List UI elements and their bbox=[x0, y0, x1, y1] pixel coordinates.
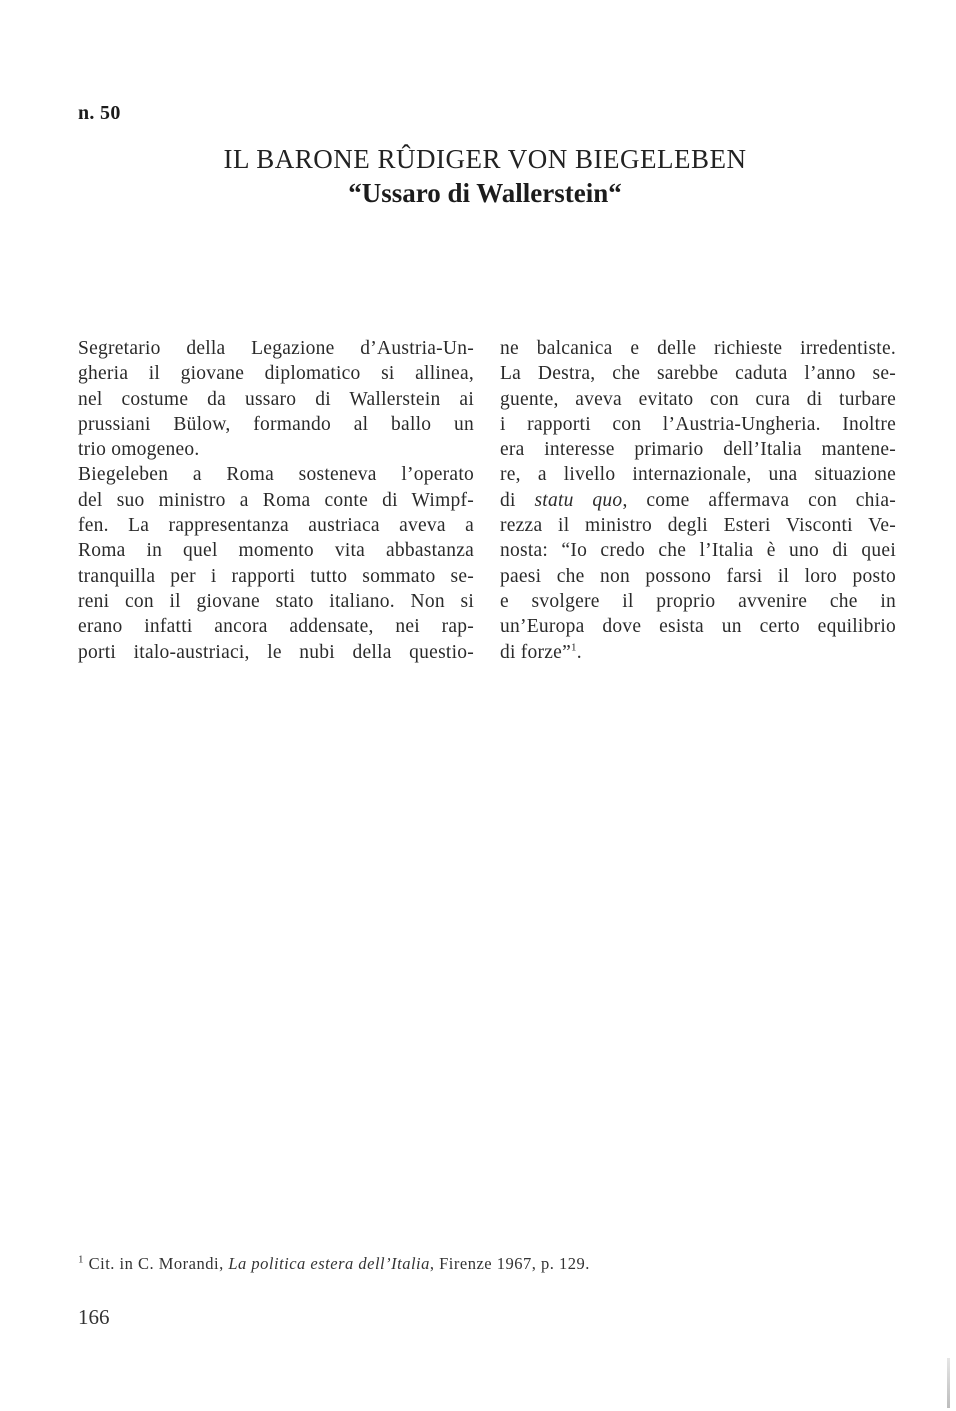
text-line: re, a livello internazionale, una situazione bbox=[500, 464, 896, 486]
text-fragment: , come affermava con chia- bbox=[622, 489, 896, 511]
text-line: La Destra, che sarebbe caduta l’anno se- bbox=[500, 363, 896, 385]
text-line: e svolgere il proprio avvenire che in bbox=[500, 590, 896, 612]
footnote-book-title: La politica estera dell’Italia bbox=[228, 1254, 430, 1273]
text-line: Segretario della Legazione d’Austria-Un- bbox=[78, 338, 474, 359]
text-line bbox=[500, 488, 896, 513]
text-line: gheria il giovane diplomatico si allinea, bbox=[78, 363, 474, 385]
text-line: rezza il ministro degli Esteri Visconti Ve- bbox=[500, 515, 896, 537]
text-line: fen. La rappresentanza austriaca aveva a bbox=[78, 515, 474, 537]
text-line: Biegeleben a Roma sosteneva l’operato bbox=[78, 464, 474, 486]
text-line: era interesse primario dell’Italia mantene- bbox=[500, 439, 896, 461]
text-line: trio omogeneo. bbox=[78, 439, 200, 461]
scan-edge-shadow bbox=[947, 1358, 950, 1408]
text-line: paesi che non possono farsi il loro posto bbox=[500, 565, 896, 587]
entry-number: n. 50 bbox=[78, 102, 121, 124]
footnote bbox=[78, 1254, 590, 1274]
text-line: porti italo-austriaci, le nubi della questio- bbox=[78, 641, 474, 663]
text-line: nel costume da ussaro di Wallerstein ai bbox=[78, 388, 474, 410]
text-fragment: di bbox=[500, 489, 535, 511]
italic-term: statu quo bbox=[534, 489, 623, 511]
text-line: un’Europa dove esista un certo equilibrio bbox=[500, 616, 896, 638]
text-fragment: di forze” bbox=[500, 641, 571, 663]
text-line: reni con il giovane stato italiano. Non si bbox=[78, 590, 474, 612]
left-text-column bbox=[78, 336, 474, 665]
text-line: nosta: “Io credo che l’Italia è uno di quei bbox=[500, 540, 896, 562]
text-fragment: . bbox=[576, 641, 582, 663]
text-line: i rapporti con l’Austria-Ungheria. Inoltre bbox=[500, 413, 896, 435]
page-title: IL BARONE RÛDIGER VON BIEGELEBEN bbox=[223, 144, 747, 174]
text-line bbox=[500, 640, 896, 665]
page-subtitle: “Ussaro di Wallerstein“ bbox=[348, 178, 622, 208]
footnote-marker: 1 bbox=[78, 1253, 84, 1266]
right-text-column bbox=[500, 336, 896, 665]
text-line: del suo ministro a Roma conte di Wimpf- bbox=[78, 489, 474, 511]
footnote-text: , Firenze 1967, p. 129. bbox=[429, 1254, 590, 1273]
text-line: prussiani Bülow, formando al ballo un bbox=[78, 413, 474, 435]
title-block bbox=[140, 142, 830, 210]
page-number: 166 bbox=[78, 1305, 110, 1329]
text-line: erano infatti ancora addensate, nei rap- bbox=[78, 616, 474, 638]
text-line: Roma in quel momento vita abbastanza bbox=[78, 540, 474, 562]
text-line: ne balcanica e delle richieste irredentiste. bbox=[500, 338, 896, 359]
footnote-reference: 1 bbox=[571, 641, 577, 654]
text-line: guente, aveva evitato con cura di turbare bbox=[500, 388, 896, 410]
footnote-text: Cit. in C. Morandi, bbox=[84, 1254, 229, 1273]
text-line: tranquilla per i rapporti tutto sommato se- bbox=[78, 565, 474, 587]
